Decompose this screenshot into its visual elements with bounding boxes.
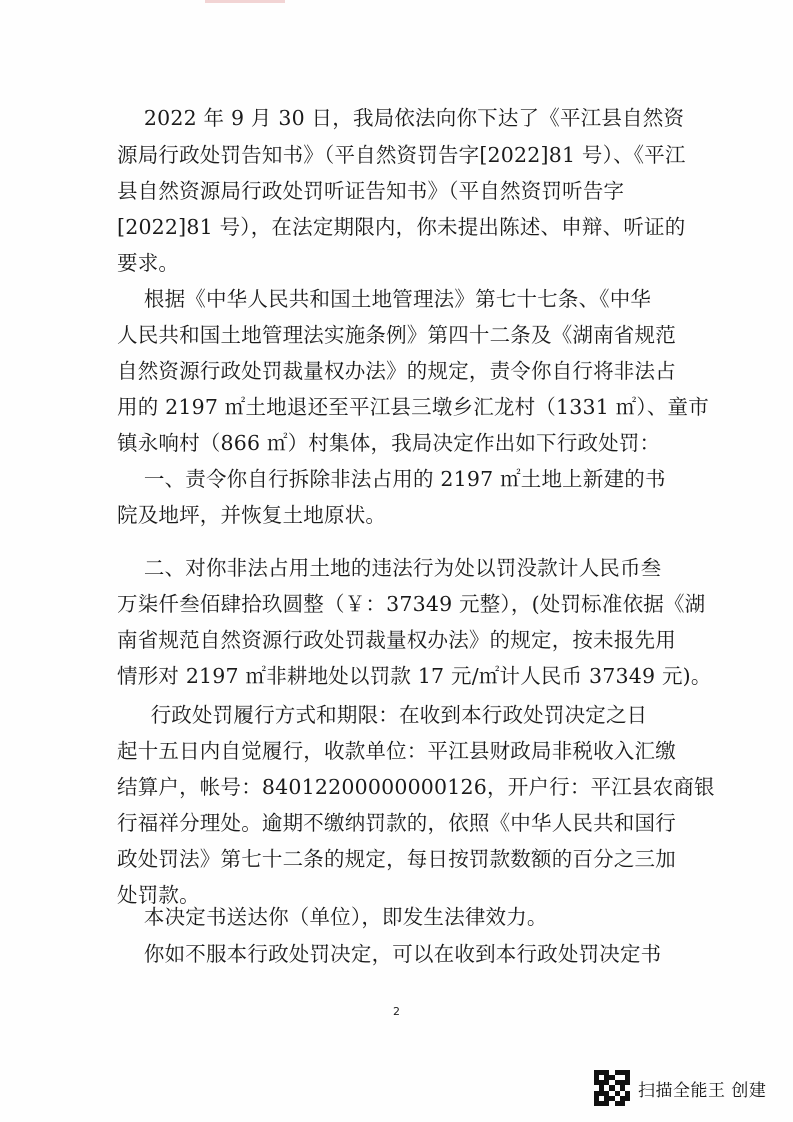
seal-edge-mark <box>205 0 285 3</box>
body-line: 行福祥分理处。逾期不缴纳罚款的，依照《中华人民共和国行 <box>117 811 676 835</box>
body-line: 2022 年 9 月 30 日，我局依法向你下达了《平江县自然资 <box>117 106 685 130</box>
body-line: 万柒仟叁佰肆拾玖圆整（￥：37349 元整），(处罚标准依据《湖 <box>117 592 706 616</box>
body-line: 结算户，帐号：84012200000000126，开户行：平江县农商银 <box>117 775 715 799</box>
body-line: 二、对你非法占用土地的违法行为处以罚没款计人民币叁 <box>117 556 662 580</box>
body-line: 镇永响村（866 ㎡）村集体，我局决定作出如下行政处罚： <box>117 431 661 455</box>
body-line: 自然资源行政处罚裁量权办法》的规定，责令你自行将非法占 <box>117 359 676 383</box>
body-line: 本决定书送达你（单位），即发生法律效力。 <box>117 905 548 929</box>
watermark-text: 扫描全能王 创建 <box>638 1080 767 1101</box>
body-line: 用的 2197 ㎡土地退还至平江县三墩乡汇龙村（1331 ㎡）、童市 <box>117 395 709 419</box>
body-line: 要求。 <box>117 251 180 275</box>
body-line: 处罚款。 <box>117 883 200 907</box>
body-line: [2022]81 号），在法定期限内，你未提出陈述、申辩、听证的 <box>117 215 686 239</box>
body-line: 县自然资源局行政处罚听证告知书》（平自然资罚听告字 <box>117 179 625 203</box>
body-line: 起十五日内自觉履行，收款单位：平江县财政局非税收入汇缴 <box>117 739 676 763</box>
qr-code-icon <box>594 1070 630 1106</box>
body-line: 院及地坪，并恢复土地原状。 <box>117 503 387 527</box>
body-line: 一、责令你自行拆除非法占用的 2197 ㎡土地上新建的书 <box>117 467 666 491</box>
body-line: 人民共和国土地管理法实施条例》第四十二条及《湖南省规范 <box>117 323 676 347</box>
body-line: 行政处罚履行方式和期限：在收到本行政处罚决定之日 <box>117 703 648 727</box>
body-line: 南省规范自然资源行政处罚裁量权办法》的规定，按未报先用 <box>117 628 676 652</box>
body-line: 情形对 2197 ㎡非耕地处以罚款 17 元/㎡计人民币 37349 元)。 <box>117 664 712 688</box>
scanner-watermark <box>594 1070 766 1106</box>
body-line: 你如不服本行政处罚决定，可以在收到本行政处罚决定书 <box>117 942 662 966</box>
body-line: 政处罚法》第七十二条的规定，每日按罚款数额的百分之三加 <box>117 847 676 871</box>
body-line: 根据《中华人民共和国土地管理法》第七十七条、《中华 <box>117 287 652 311</box>
body-line: 源局行政处罚告知书》（平自然资罚告字[2022]81 号）、《平江 <box>117 143 686 167</box>
page-number: 2 <box>393 1005 400 1018</box>
